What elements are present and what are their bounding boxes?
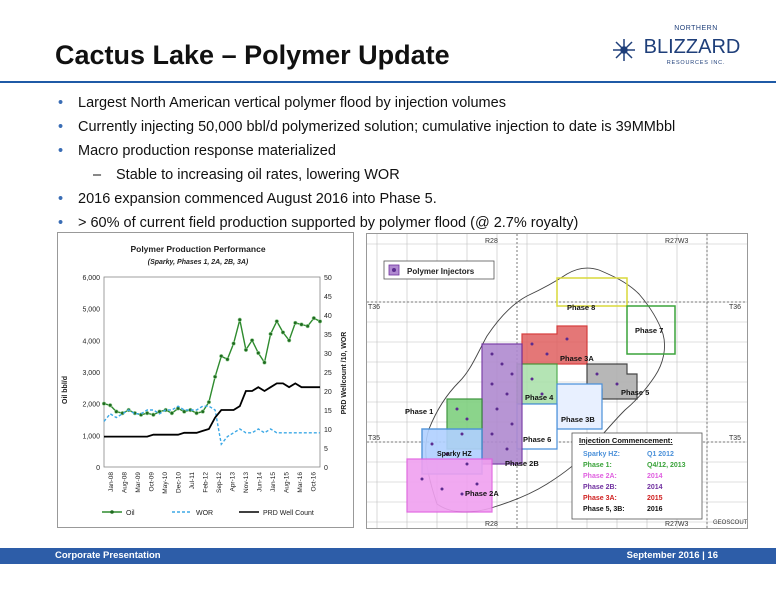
- bullet-text: > 60% of current field production supported by polymer flood (@ 2.7% royalty): [78, 215, 579, 231]
- oil-point: [115, 410, 119, 414]
- legend-label: Oil: [126, 510, 135, 517]
- oil-point: [201, 410, 205, 414]
- oil-point: [269, 332, 273, 336]
- phase-label-6: Phase 6: [523, 435, 552, 444]
- injection-phase: Phase 5, 3B:: [583, 506, 625, 513]
- x-tick-label: Nov-13: [242, 472, 250, 493]
- y2-tick-label: 25: [324, 370, 332, 377]
- y2-tick-label: 30: [324, 351, 332, 358]
- oil-point: [312, 316, 316, 320]
- bullet-text: Currently injecting 50,000 bbl/d polymerized solution; cumulative injection to date is 39MMbbl: [78, 119, 676, 135]
- injection-title: Injection Commencement:: [579, 436, 673, 445]
- grid-label-t36-right: T36: [729, 304, 742, 311]
- x-tick-label: Feb-12: [202, 472, 210, 493]
- bullet-text: 2016 expansion commenced August 2016 into Phase 5.: [78, 191, 437, 207]
- oil-point: [244, 348, 248, 352]
- sub-bullet-glyph: –: [93, 167, 102, 183]
- x-tick-label: Jul-11: [188, 472, 196, 490]
- oil-point: [238, 318, 242, 322]
- oil-point: [108, 403, 112, 407]
- x-tick-label: Aug-15: [283, 472, 291, 493]
- production-chart: [57, 232, 354, 528]
- title-rule: [0, 81, 776, 83]
- oil-point: [300, 323, 304, 327]
- x-tick-label: Jan-08: [107, 472, 115, 492]
- x-tick-label: Aug-08: [121, 472, 129, 493]
- injection-phase: Sparky HZ:: [583, 451, 620, 458]
- y2-tick-label: 40: [324, 313, 332, 320]
- y-tick-label: 2,000: [82, 401, 100, 409]
- injection-date: 2014: [647, 484, 663, 491]
- oil-point: [182, 410, 186, 414]
- oil-point: [207, 400, 211, 404]
- y2-tick-label: 0: [324, 465, 328, 472]
- injection-date: 2015: [647, 495, 663, 502]
- injection-date: 2014: [647, 473, 663, 480]
- slide-title: Cactus Lake – Polymer Update: [55, 40, 450, 70]
- map-credit: GEOSCOUT: [713, 520, 747, 526]
- grid-label-t35-left: T35: [368, 435, 381, 442]
- oil-point: [226, 358, 230, 362]
- phase-label-4: Phase 4: [525, 393, 554, 402]
- bullet-glyph: •: [58, 143, 64, 159]
- y2-tick-label: 50: [324, 275, 332, 282]
- x-tick-label: Mar-09: [134, 472, 142, 493]
- phase-label-7: Phase 7: [635, 326, 664, 335]
- grid-label-r28-bottom: R28: [485, 521, 498, 528]
- sub-bullet-item: [56, 166, 756, 190]
- grid-label-t36-left: T36: [368, 304, 381, 311]
- oil-point: [256, 351, 260, 355]
- y2-tick-label: 5: [324, 446, 328, 453]
- bullet-glyph: •: [58, 95, 64, 111]
- x-tick-label: Mar-16: [296, 472, 304, 493]
- grid-label-t35-right: T35: [729, 435, 742, 442]
- oil-point: [275, 320, 279, 324]
- phase-label-2b: Phase 2B: [505, 459, 539, 468]
- phase-label-3a: Phase 3A: [560, 354, 594, 363]
- phase-map: [366, 233, 748, 529]
- oil-point: [294, 321, 298, 325]
- x-tick-label: Dec-10: [175, 472, 183, 493]
- x-tick-label: May-10: [161, 472, 169, 494]
- bullet-item: [56, 94, 756, 118]
- y-tick-label: 0: [96, 465, 100, 472]
- oil-point: [219, 354, 223, 358]
- oil-point: [213, 375, 217, 379]
- y2-tick-label: 10: [324, 427, 332, 434]
- y-tick-label: 6,000: [82, 275, 100, 282]
- x-tick-label: Sep-12: [215, 472, 223, 493]
- phase-label-sparky: Sparky HZ: [437, 451, 472, 458]
- phase-map-svg: [367, 234, 747, 528]
- plot-frame: [104, 277, 320, 467]
- x-tick-label: Apr-13: [229, 472, 237, 492]
- legend-marker: [110, 510, 114, 514]
- oil-point: [281, 331, 285, 335]
- oil-point: [102, 402, 106, 406]
- oil-point: [195, 411, 199, 415]
- phase-label-1: Phase 1: [405, 407, 434, 416]
- injection-phase: Phase 3A:: [583, 495, 617, 502]
- production-chart-svg: [58, 233, 353, 527]
- injection-phase: Phase 2B:: [583, 484, 617, 491]
- bullet-glyph: •: [58, 215, 64, 231]
- phase-label-3b: Phase 3B: [561, 415, 595, 424]
- y-tick-label: 3,000: [82, 370, 100, 377]
- y2-tick-label: 15: [324, 408, 332, 415]
- logo-line1: NORTHERN: [674, 25, 718, 32]
- y-axis-label: Oil bbl/d: [62, 376, 69, 404]
- y2-tick-label: 35: [324, 332, 332, 339]
- grid-label-r27-top: R27W3: [665, 238, 689, 245]
- sub-bullet-text: Stable to increasing oil rates, lowering WOR: [116, 167, 400, 183]
- phase-label-5: Phase 5: [621, 388, 650, 397]
- x-tick-label: Oct-09: [148, 472, 156, 492]
- bullet-item: [56, 118, 756, 142]
- grid-label-r27-bottom: R27W3: [665, 521, 689, 528]
- bullet-item: [56, 142, 756, 166]
- company-logo: [604, 18, 754, 76]
- oil-point: [145, 411, 149, 415]
- oil-point: [170, 411, 174, 415]
- oil-point: [263, 361, 267, 365]
- y2-tick-label: 20: [324, 389, 332, 396]
- series-line-oil: [104, 318, 320, 415]
- bullet-text: Largest North American vertical polymer flood by injection volumes: [78, 95, 506, 111]
- logo-line3: RESOURCES INC.: [666, 60, 726, 66]
- y-tick-label: 1,000: [82, 433, 100, 441]
- oil-point: [152, 413, 156, 417]
- bullet-glyph: •: [58, 119, 64, 135]
- bullet-list: [56, 94, 756, 238]
- oil-point: [250, 339, 254, 343]
- phase2a-area: [407, 459, 492, 512]
- bullet-text: Macro production response materialized: [78, 143, 336, 159]
- phase-label-2a: Phase 2A: [465, 489, 499, 498]
- phase-label-8: Phase 8: [567, 303, 596, 312]
- chart-title: Polymer Production Performance: [130, 244, 266, 254]
- chart-subtitle: (Sparky, Phases 1, 2A, 2B, 3A): [147, 259, 249, 266]
- y2-axis-label: PRD Wellcount /10, WOR: [341, 331, 348, 415]
- snowflake-icon: [613, 39, 635, 61]
- polymer-injector-icon: [389, 265, 399, 275]
- footer-right: September 2016 | 16: [626, 550, 718, 561]
- bullet-glyph: •: [58, 191, 64, 207]
- footer-left: Corporate Presentation: [55, 550, 161, 561]
- injection-date: 2016: [647, 506, 663, 513]
- oil-point: [287, 339, 291, 343]
- oil-point: [306, 324, 310, 328]
- injection-date: Q4/12, 2013: [647, 462, 686, 469]
- logo-line2: BLIZZARD: [643, 36, 741, 58]
- oil-point: [232, 342, 236, 346]
- legend-label: PRD Well Count: [263, 510, 314, 517]
- oil-point: [318, 320, 322, 324]
- y-tick-label: 4,000: [82, 338, 100, 346]
- phase2b-area: [482, 344, 522, 464]
- injection-date: Q1 2012: [647, 451, 674, 458]
- grid-label-r28-top: R28: [485, 238, 498, 245]
- x-tick-label: Jun-14: [256, 472, 264, 492]
- x-tick-label: Jan-15: [269, 472, 277, 492]
- injection-phase: Phase 1:: [583, 462, 612, 469]
- bullet-item: [56, 190, 756, 214]
- x-tick-label: Oct-16: [310, 472, 318, 492]
- injection-phase: Phase 2A:: [583, 473, 617, 480]
- map-legend-label: Polymer Injectors: [407, 267, 475, 276]
- legend-label: WOR: [196, 510, 214, 517]
- y-tick-label: 5,000: [82, 306, 100, 314]
- y2-tick-label: 45: [324, 294, 332, 301]
